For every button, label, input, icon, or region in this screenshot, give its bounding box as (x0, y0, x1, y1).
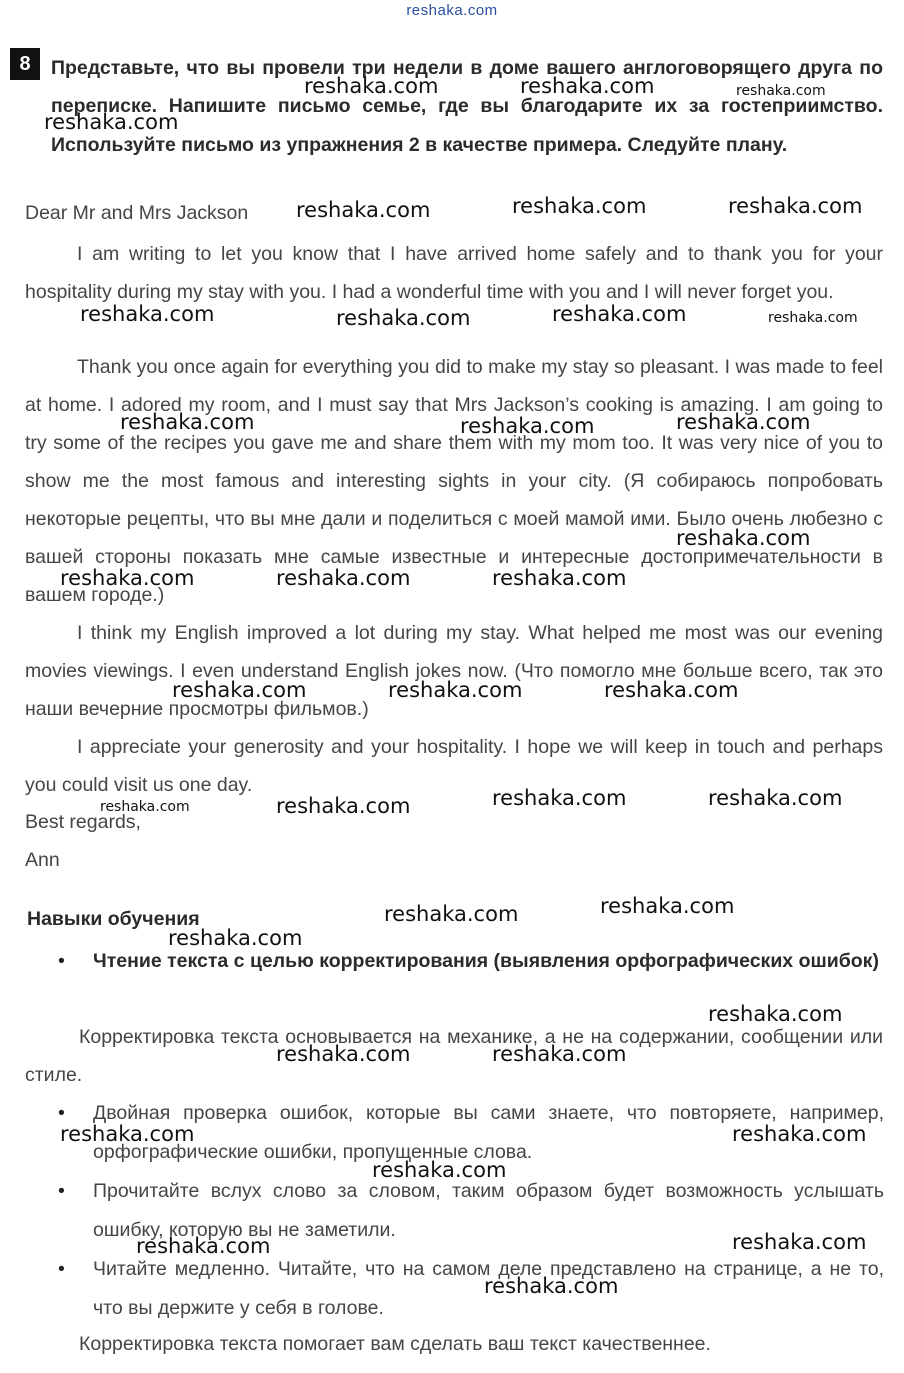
bullet-dot-icon: • (58, 1258, 65, 1280)
watermark: reshaka.com (552, 302, 687, 326)
watermark: reshaka.com (676, 410, 811, 434)
watermark: reshaka.com (172, 678, 307, 702)
bullet-dot-icon: • (58, 1102, 65, 1124)
watermark: reshaka.com (388, 678, 523, 702)
watermark: reshaka.com (120, 410, 255, 434)
watermark: reshaka.com (60, 566, 195, 590)
skills-conclusion: Корректировка текста помогает вам сделать ваш текст качественнее. (79, 1333, 711, 1355)
watermark: reshaka.com (372, 1158, 507, 1182)
letter-paragraph-2: Thank you once again for everything you did to make my stay so pleasant. I was made to feel at home. I adored my room, and I must say that Mrs Jackson’s cooking is amazing. I am going to try some of the recipes you gave me and share them with my mom too. It was very nice of you to show me the most famous and interesting sights in your city. (Я собираюсь попробовать некоторые рецепты, что вы мне дали и поделиться с моей мамой ими. Было очень любезно с вашей стороны показать мне самые известные и интересные достопримечательности в вашем городе.) (25, 356, 883, 606)
skills-main-bullet-text: Чтение текста с целью корректирования (выявления орфографических ошибок) (93, 950, 879, 972)
watermark: reshaka.com (600, 894, 735, 918)
letter-paragraph-4: I appreciate your generosity and your hospitality. I hope we will keep in touch and perhaps you could visit us one day. (25, 736, 883, 796)
watermark: reshaka.com (512, 194, 647, 218)
header-watermark: reshaka.com (406, 2, 498, 19)
bullet-dot-icon: • (58, 1180, 65, 1202)
watermark: reshaka.com (304, 74, 439, 98)
letter-signature: Ann (25, 849, 60, 871)
watermark: reshaka.com (708, 786, 843, 810)
watermark: reshaka.com (136, 1234, 271, 1258)
watermark: reshaka.com (384, 902, 519, 926)
watermark: reshaka.com (768, 310, 858, 326)
watermark: reshaka.com (676, 526, 811, 550)
watermark: reshaka.com (484, 1274, 619, 1298)
watermark: reshaka.com (276, 566, 411, 590)
watermark: reshaka.com (44, 110, 179, 134)
letter-paragraph-1: I am writing to let you know that I have arrived home safely and to thank you for your hospitality during my stay with you. I had a wonderful time with you and I will never forget you. (25, 243, 883, 303)
exercise-task-text: Представьте, что вы провели три недели в доме вашего англоговорящего друга по переписке. Напишите письмо семье, где вы благодарите их за гостеприимство. Используйте письмо из упражнения 2 в качестве примера. Следуйте плану. (51, 57, 883, 156)
watermark: reshaka.com (736, 83, 826, 99)
watermark: reshaka.com (276, 1042, 411, 1066)
watermark: reshaka.com (168, 926, 303, 950)
watermark: reshaka.com (732, 1122, 867, 1146)
watermark: reshaka.com (60, 1122, 195, 1146)
watermark: reshaka.com (296, 198, 431, 222)
watermark: reshaka.com (100, 799, 190, 815)
watermark: reshaka.com (460, 414, 595, 438)
letter-closing: Best regards, (25, 811, 141, 833)
skills-heading: Навыки обучения (27, 908, 200, 930)
watermark: reshaka.com (732, 1230, 867, 1254)
watermark: reshaka.com (728, 194, 863, 218)
watermark: reshaka.com (708, 1002, 843, 1026)
skills-intro: Корректировка текста основывается на механике, а не на содержании, сообщении или стиле. (25, 1026, 883, 1086)
exercise-number-badge: 8 (10, 48, 40, 80)
watermark: reshaka.com (492, 566, 627, 590)
watermark: reshaka.com (336, 306, 471, 330)
tip-text: Двойная проверка ошибок, которые вы сами знаете, что повторяете, например, орфографические ошибки, пропущенные слова. (93, 1102, 884, 1163)
tip-text: Читайте медленно. Читайте, что на самом деле представлено на странице, а не то, что вы держите у себя в голове. (93, 1258, 884, 1319)
bullet-dot-icon: • (58, 950, 65, 972)
tip-text: Прочитайте вслух слово за словом, таким образом будет возможность услышать ошибку, которую вы не заметили. (93, 1180, 884, 1241)
letter-greeting: Dear Mr and Mrs Jackson (25, 202, 249, 224)
watermark: reshaka.com (492, 1042, 627, 1066)
watermark: reshaka.com (276, 794, 411, 818)
watermark: reshaka.com (492, 786, 627, 810)
watermark: reshaka.com (604, 678, 739, 702)
letter-paragraph-3: I think my English improved a lot during my stay. What helped me most was our evening movies viewings. I even understand English jokes now. (Что помогло мне больше всего, так это наши вечерние просмотры фильмов.) (25, 622, 883, 720)
watermark: reshaka.com (80, 302, 215, 326)
watermark: reshaka.com (520, 74, 655, 98)
